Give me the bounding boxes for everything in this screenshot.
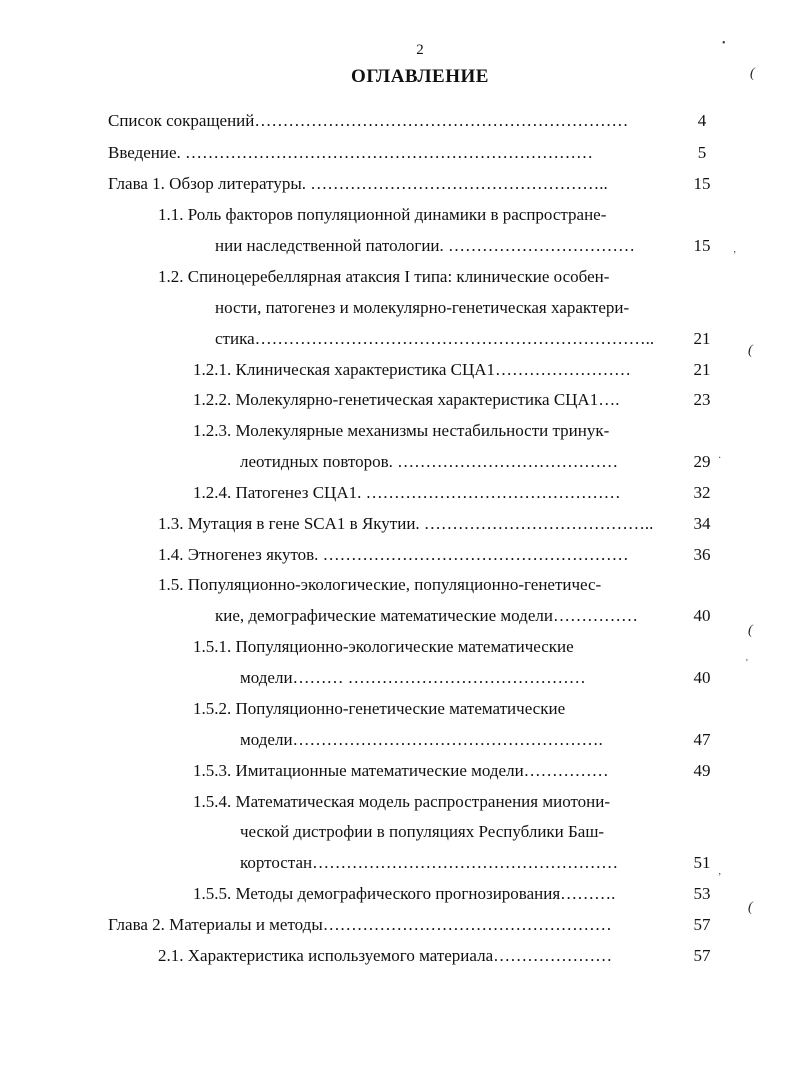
toc-entry-text: 1.5.2. Популяционно-генетические математические [193,699,566,718]
scan-mark: ‚ [733,244,737,255]
toc-entry-page: 5 [697,143,707,162]
toc-entry-text: модели………………………………………………. [240,730,603,749]
toc-entry-text: 1.3. Мутация в гене SCA1 в Якутии. ………………………………….. [158,514,654,533]
toc-entry-text: леотидных повторов. ………………………………… [240,452,619,471]
toc-entry-page: 15 [693,236,711,255]
toc-entry-text: 1.5.4. Математическая модель распространения миотони- [193,792,611,811]
toc-entry-page: 53 [693,884,711,903]
toc-entry-page: 15 [693,174,711,193]
toc-entry-text: Введение. ……………………………………………………………… [108,143,594,162]
toc-entry-text: 1.5.5. Методы демографического прогнозирования………. [193,884,616,903]
toc-entry-text: Список сокращений………………………………………………………… [108,111,629,130]
toc-entry-text: 1.2.2. Молекулярно-генетическая характеристика СЦА1…. [193,390,620,409]
toc-entry-text: кие, демографические математические модели…………… [215,606,638,625]
toc-entry-page: 36 [693,545,711,564]
toc-entry-text: кортостан……………………………………………… [240,853,619,872]
toc-entry-text: 1.5.3. Имитационные математические модели…………… [193,761,609,780]
toc-entry-page: 49 [693,761,711,780]
scan-mark: ( [750,66,755,81]
scan-mark: ( [748,900,753,915]
toc-entry-text: Глава 2. Материалы и методы…………………………………………… [108,915,612,934]
toc-entry-page: 57 [693,946,711,965]
toc-entry-page: 51 [693,853,711,872]
toc-entry-text: 2.1. Характеристика используемого материала………………… [158,946,613,965]
toc-entry-page: 32 [693,483,711,502]
toc-entry-text: 1.4. Этногенез якутов. ……………………………………………… [158,545,629,564]
scan-mark: ( [748,623,753,638]
page-title: ОГЛАВЛЕНИЕ [351,66,489,87]
toc-entry-page: 21 [693,329,711,348]
toc-entry-text: 1.5.1. Популяционно-экологические математические [193,637,574,656]
toc-entry-text: 1.5. Популяционно-экологические, популяционно-генетичес- [158,575,602,594]
toc-entry-text: модели……… …………………………………… [240,668,586,687]
toc-entry-page: 47 [693,730,711,749]
scan-mark: ‚ [718,866,722,877]
toc-entry-text: 1.2.4. Патогенез СЦА1. ……………………………………… [193,483,621,502]
toc-entry-text: 1.1. Роль факторов популяционной динамики в распростране- [158,205,607,224]
toc-entry-page: 40 [693,606,711,625]
toc-entry-text: нии наследственной патологии. …………………………… [215,236,636,255]
toc-entry-page: 57 [693,915,711,934]
toc-entry-text: 1.2. Спиноцеребеллярная атаксия I типа: клинические особен- [158,267,610,286]
page-number: 2 [416,42,424,58]
toc-entry-text: ности, патогенез и молекулярно-генетическая характери- [215,298,630,317]
toc-entry-text: ческой дистрофии в популяциях Республики Баш- [240,822,605,841]
toc-entry-text: 1.2.1. Клиническая характеристика СЦА1…………………… [193,360,632,379]
toc-entry-page: 21 [693,360,711,379]
toc-entry-page: 40 [693,668,711,687]
scan-mark: · [718,453,722,464]
toc-entry-text: стика…………………………………………………………….. [215,329,655,348]
toc-entry-text: Глава 1. Обзор литературы. …………………………………………….. [108,174,608,193]
scan-mark: • [722,38,726,49]
toc-entry-page: 29 [693,452,711,471]
scan-mark: ' [746,658,748,669]
toc-entry-page: 4 [697,111,707,130]
scan-mark: ( [748,343,753,358]
toc-entry-text: 1.2.3. Молекулярные механизмы нестабильности тринук- [193,421,610,440]
toc-entry-page: 34 [693,514,711,533]
toc-entry-page: 23 [693,390,711,409]
